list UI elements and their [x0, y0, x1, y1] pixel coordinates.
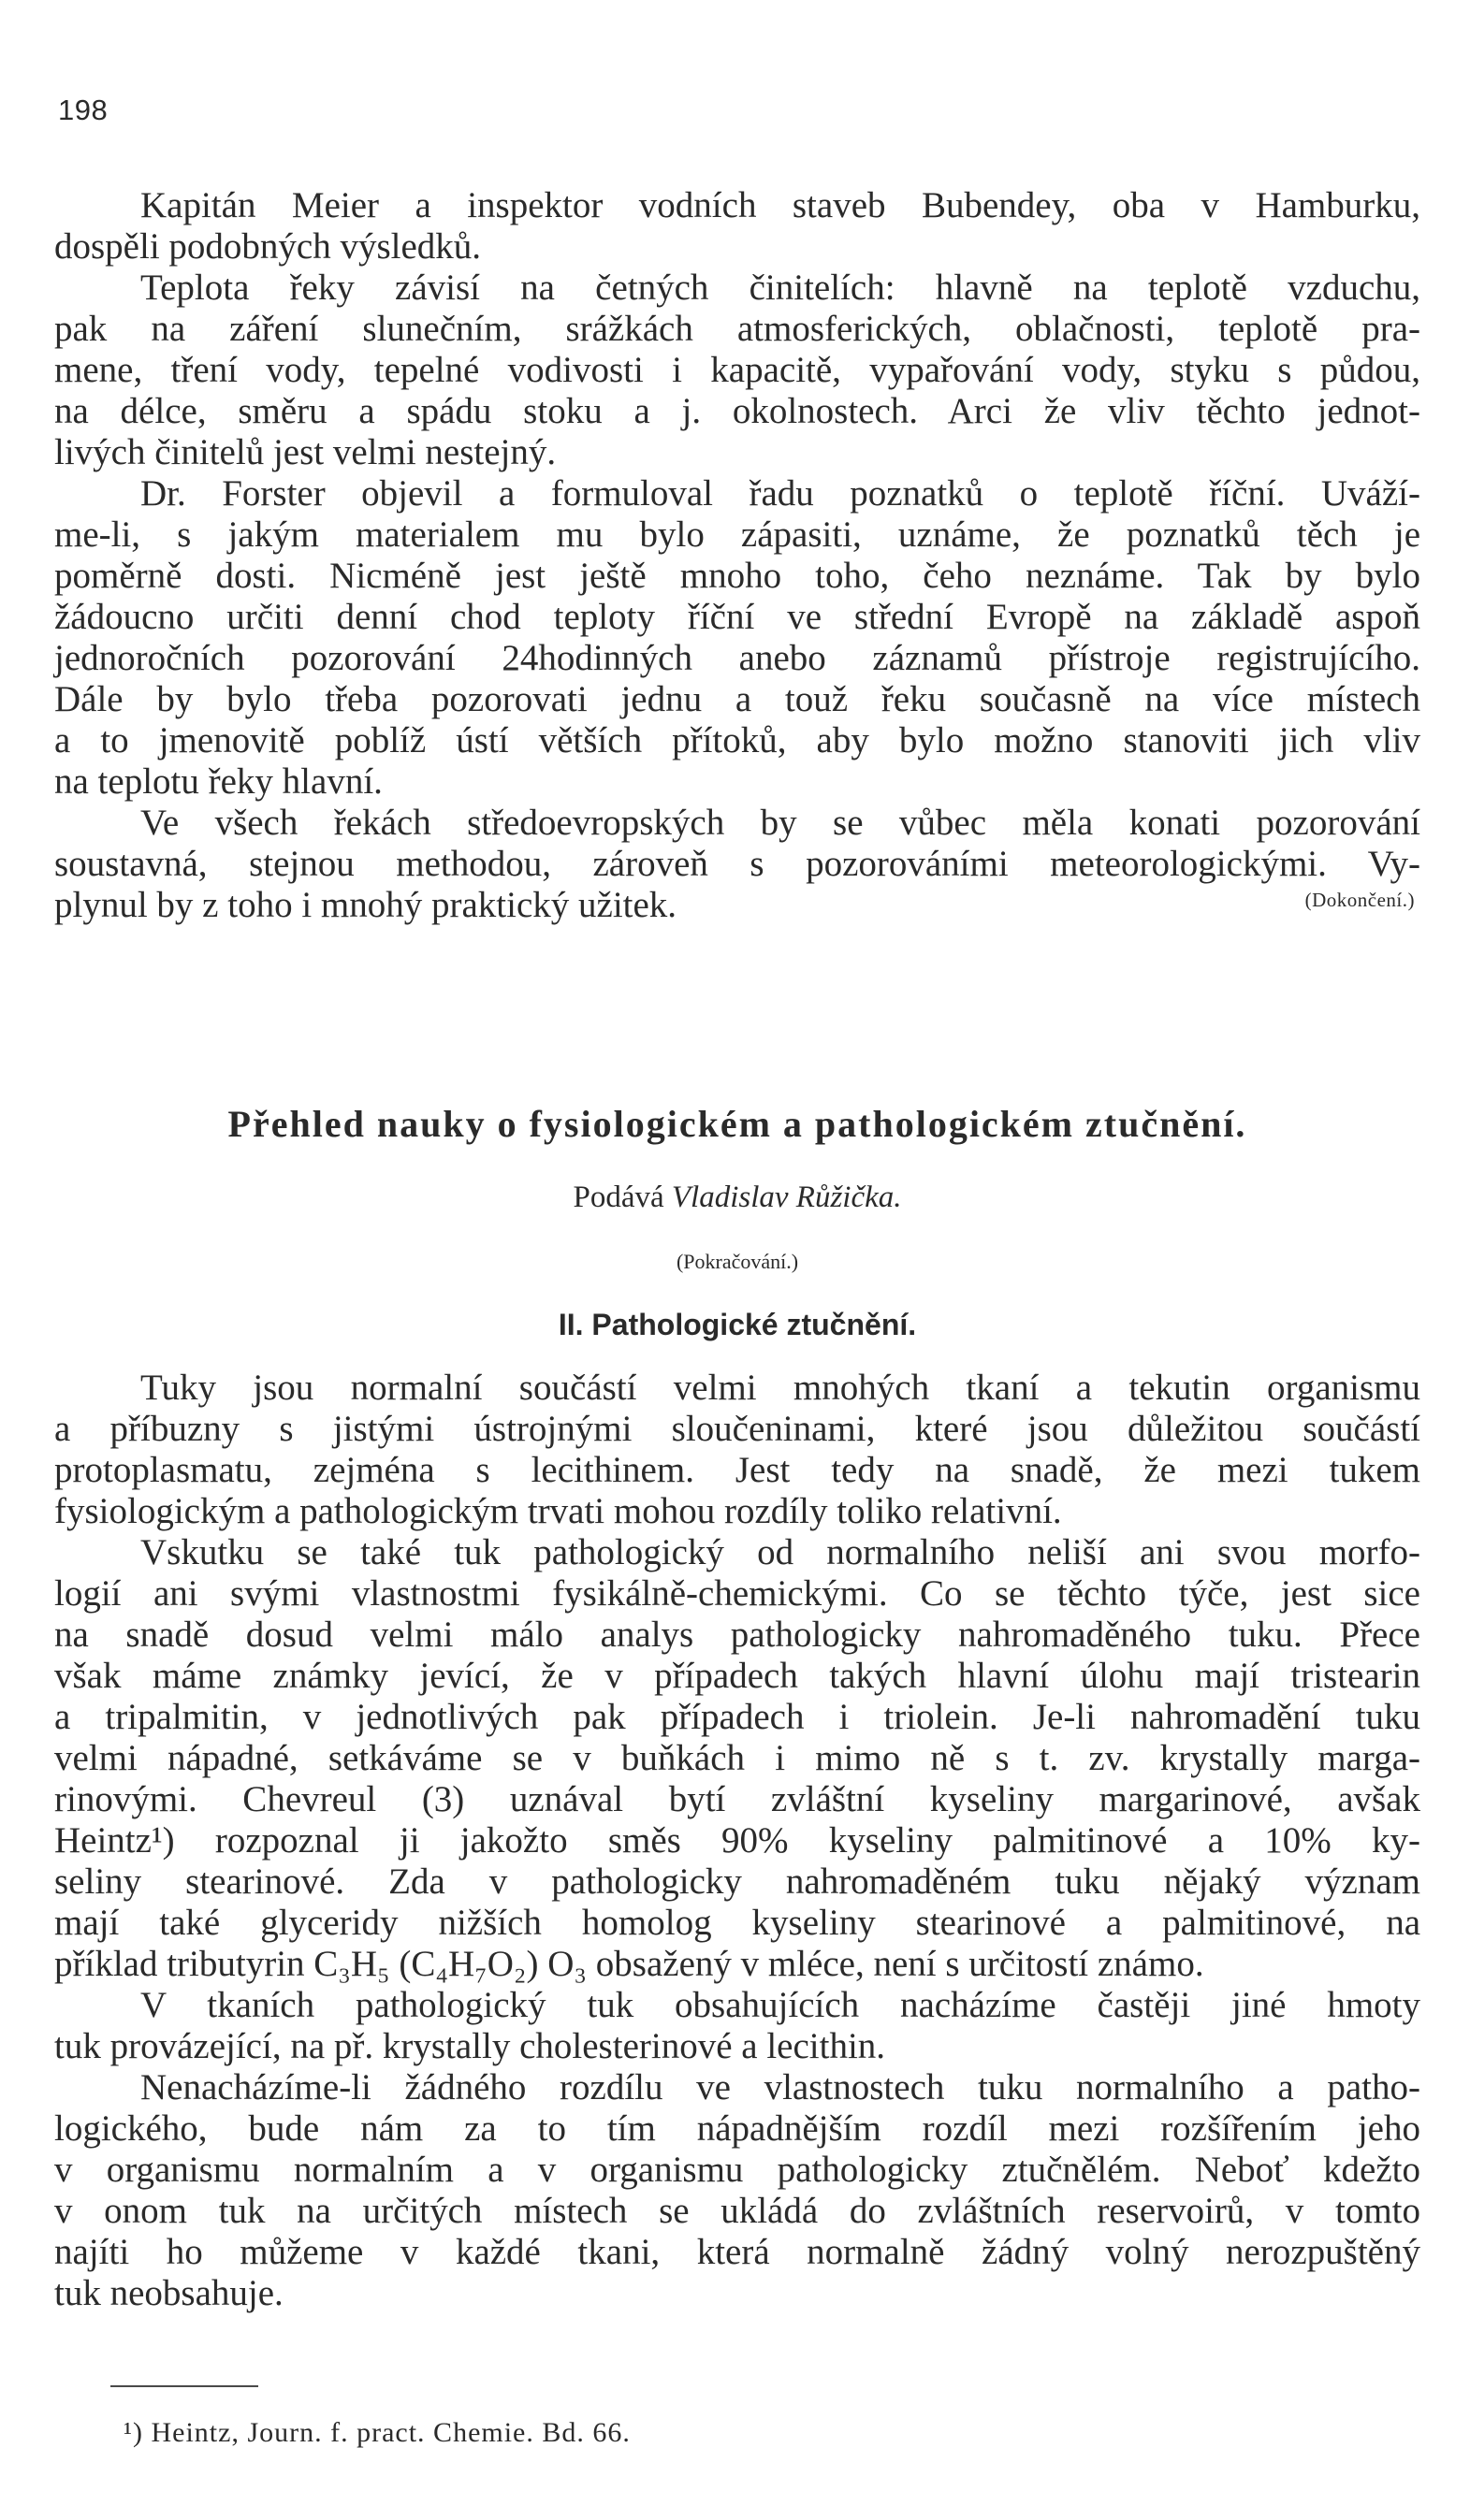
footnote: ¹) Heintz, Journ. f. pract. Chemie. Bd. 66.	[124, 2417, 631, 2448]
text-line: rinovými. Chevreul (3) uznával bytí zvláštní kyseliny margarinové, avšak	[54, 1779, 1420, 1819]
text-line: me-li, s jakým materialem mu bylo zápasiti, uznáme, že poznatků těch je	[54, 514, 1420, 555]
text-line: mají také glyceridy nižších homolog kyseliny stearinové a palmitinové, na	[54, 1903, 1420, 1943]
text-line: v organismu normalním a v organismu pathologicky ztučnělém. Neboť kdežto	[54, 2150, 1420, 2190]
text-line: žádoucno určiti denní chod teploty říční ve střední Evropě na základě aspoň	[54, 597, 1420, 637]
paragraph	[54, 473, 1420, 803]
article-title: Přehled nauky o fysiologickém a pathologickém ztučnění.	[227, 1103, 1247, 1145]
text-line: najíti ho můžeme v každé tkani, která normalně žádný volný nerozpuštěný	[54, 2232, 1420, 2272]
text-line: fysiologickým a pathologickým trvati mohou rozdíly toliko relativní.	[54, 1491, 1062, 1531]
text-line: Dále by bylo třeba pozorovati jednu a touž řeku současně na více místech	[54, 679, 1420, 719]
text-line: mene, tření vody, tepelné vodivosti i kapacitě, vypařování vody, styku s půdou,	[54, 350, 1420, 390]
text-line: v onom tuk na určitých místech se ukládá do zvláštních reservoirů, v tomto	[54, 2191, 1420, 2231]
text-line: tuk provázející, na př. krystally cholesterinové a lecithin.	[54, 2026, 886, 2066]
text-line: dospěli podobných výsledků.	[54, 226, 482, 267]
text-line: na teplotu řeky hlavní.	[54, 761, 383, 802]
text-line: však máme známky jevící, že v případech takých hlavní úlohu mají tristearin	[54, 1656, 1420, 1696]
continued-note: (Dokončení.)	[1304, 889, 1415, 911]
author-name: Vladislav Růžička.	[671, 1180, 902, 1214]
text-line: Vskutku se také tuk pathologický od normalního neliší ani svou morfo-	[140, 1532, 1420, 1572]
text-line: Tuky jsou normalní součástí velmi mnohých tkaní a tekutin organismu	[140, 1368, 1420, 1408]
text-line: livých činitelů jest velmi nestejný.	[54, 432, 557, 472]
paragraph	[54, 1368, 1420, 1532]
article1-body	[54, 185, 1420, 926]
text-line: V tkaních pathologický tuk obsahujících nacházíme častěji jiné hmoty	[140, 1985, 1420, 2025]
text-line: Nenacházíme-li žádného rozdílu ve vlastnostech tuku normalního a patho-	[140, 2067, 1420, 2107]
text-line: seliny stearinové. Zda v pathologicky nahromaděném tuku nějaký význam	[54, 1861, 1420, 1902]
text-line: tuk neobsahuje.	[54, 2273, 284, 2313]
paragraph	[54, 2067, 1420, 2314]
paragraph	[54, 803, 1420, 926]
text-line: Ve všech řekách středoevropských by se vůbec měla konati pozorování	[140, 803, 1420, 843]
text-line: plynul by z toho i mnohý praktický užitek.	[54, 885, 677, 925]
footnote-divider	[110, 2385, 258, 2387]
text-line: na délce, směru a spádu stoku a j. okolnostech. Arci že vliv těchto jednot-	[54, 391, 1420, 431]
continuation-note: (Pokračování.)	[676, 1250, 799, 1273]
text-line: příklad tributyrin C₃H₅ (C₄H₇O₂) O₃ obsažený v mléce, není s určitostí známo.	[54, 1944, 1204, 1984]
byline	[54, 1180, 1420, 1215]
text-line: velmi nápadné, setkáváme se v buňkách i mimo ně s t. zv. krystally marga-	[54, 1738, 1420, 1778]
text-line: jednoročních pozorování 24hodinných anebo záznamů přístroje registrujícího.	[54, 638, 1420, 678]
text-line: pak na záření slunečním, srážkách atmosferických, oblačnosti, teplotě pra-	[54, 309, 1420, 349]
byline-prefix: Podává	[573, 1180, 664, 1214]
text-line: na snadě dosud velmi málo analys pathologicky nahromaděného tuku. Přece	[54, 1615, 1420, 1655]
text-line: soustavná, stejnou methodou, zároveň s pozorováními meteorologickými. Vy-	[54, 844, 1420, 884]
page-number: 198	[58, 94, 109, 126]
text-line: a příbuzny s jistými ústrojnými sloučeninami, které jsou důležitou součástí	[54, 1409, 1420, 1449]
paragraph	[54, 1532, 1420, 1985]
paragraph	[54, 185, 1420, 268]
text-line: poměrně dosti. Nicméně jest ještě mnoho toho, čeho neznáme. Tak by bylo	[54, 556, 1420, 596]
text-line: Teplota řeky závisí na četných činitelích: hlavně na teplotě vzduchu,	[140, 268, 1420, 308]
paragraph	[54, 1985, 1420, 2067]
text-line: logií ani svými vlastnostmi fysikálně-chemickými. Co se těchto týče, jest sice	[54, 1573, 1420, 1614]
text-line: Heintz¹) rozpoznal ji jakožto směs 90% kyseliny palmitinové a 10% ky-	[54, 1820, 1420, 1861]
text-line: a tripalmitin, v jednotlivých pak případech i triolein. Je-li nahromadění tuku	[54, 1697, 1420, 1737]
article2-body	[54, 1368, 1420, 2314]
section-heading: II. Pathologické ztučnění.	[558, 1308, 917, 1341]
paragraph	[54, 268, 1420, 473]
text-line: a to jmenovitě poblíž ústí větších přítoků, aby bylo možno stanoviti jich vliv	[54, 720, 1420, 760]
text-line: protoplasmatu, zejména s lecithinem. Jest tedy na snadě, že mezi tukem	[54, 1450, 1420, 1490]
text-line: logického, bude nám za to tím nápadnějším rozdíl mezi rozšířením jeho	[54, 2108, 1420, 2149]
text-line: Kapitán Meier a inspektor vodních staveb Bubendey, oba v Hamburku,	[140, 185, 1420, 225]
text-line: Dr. Forster objevil a formuloval řadu poznatků o teplotě říční. Uváží-	[140, 473, 1420, 514]
